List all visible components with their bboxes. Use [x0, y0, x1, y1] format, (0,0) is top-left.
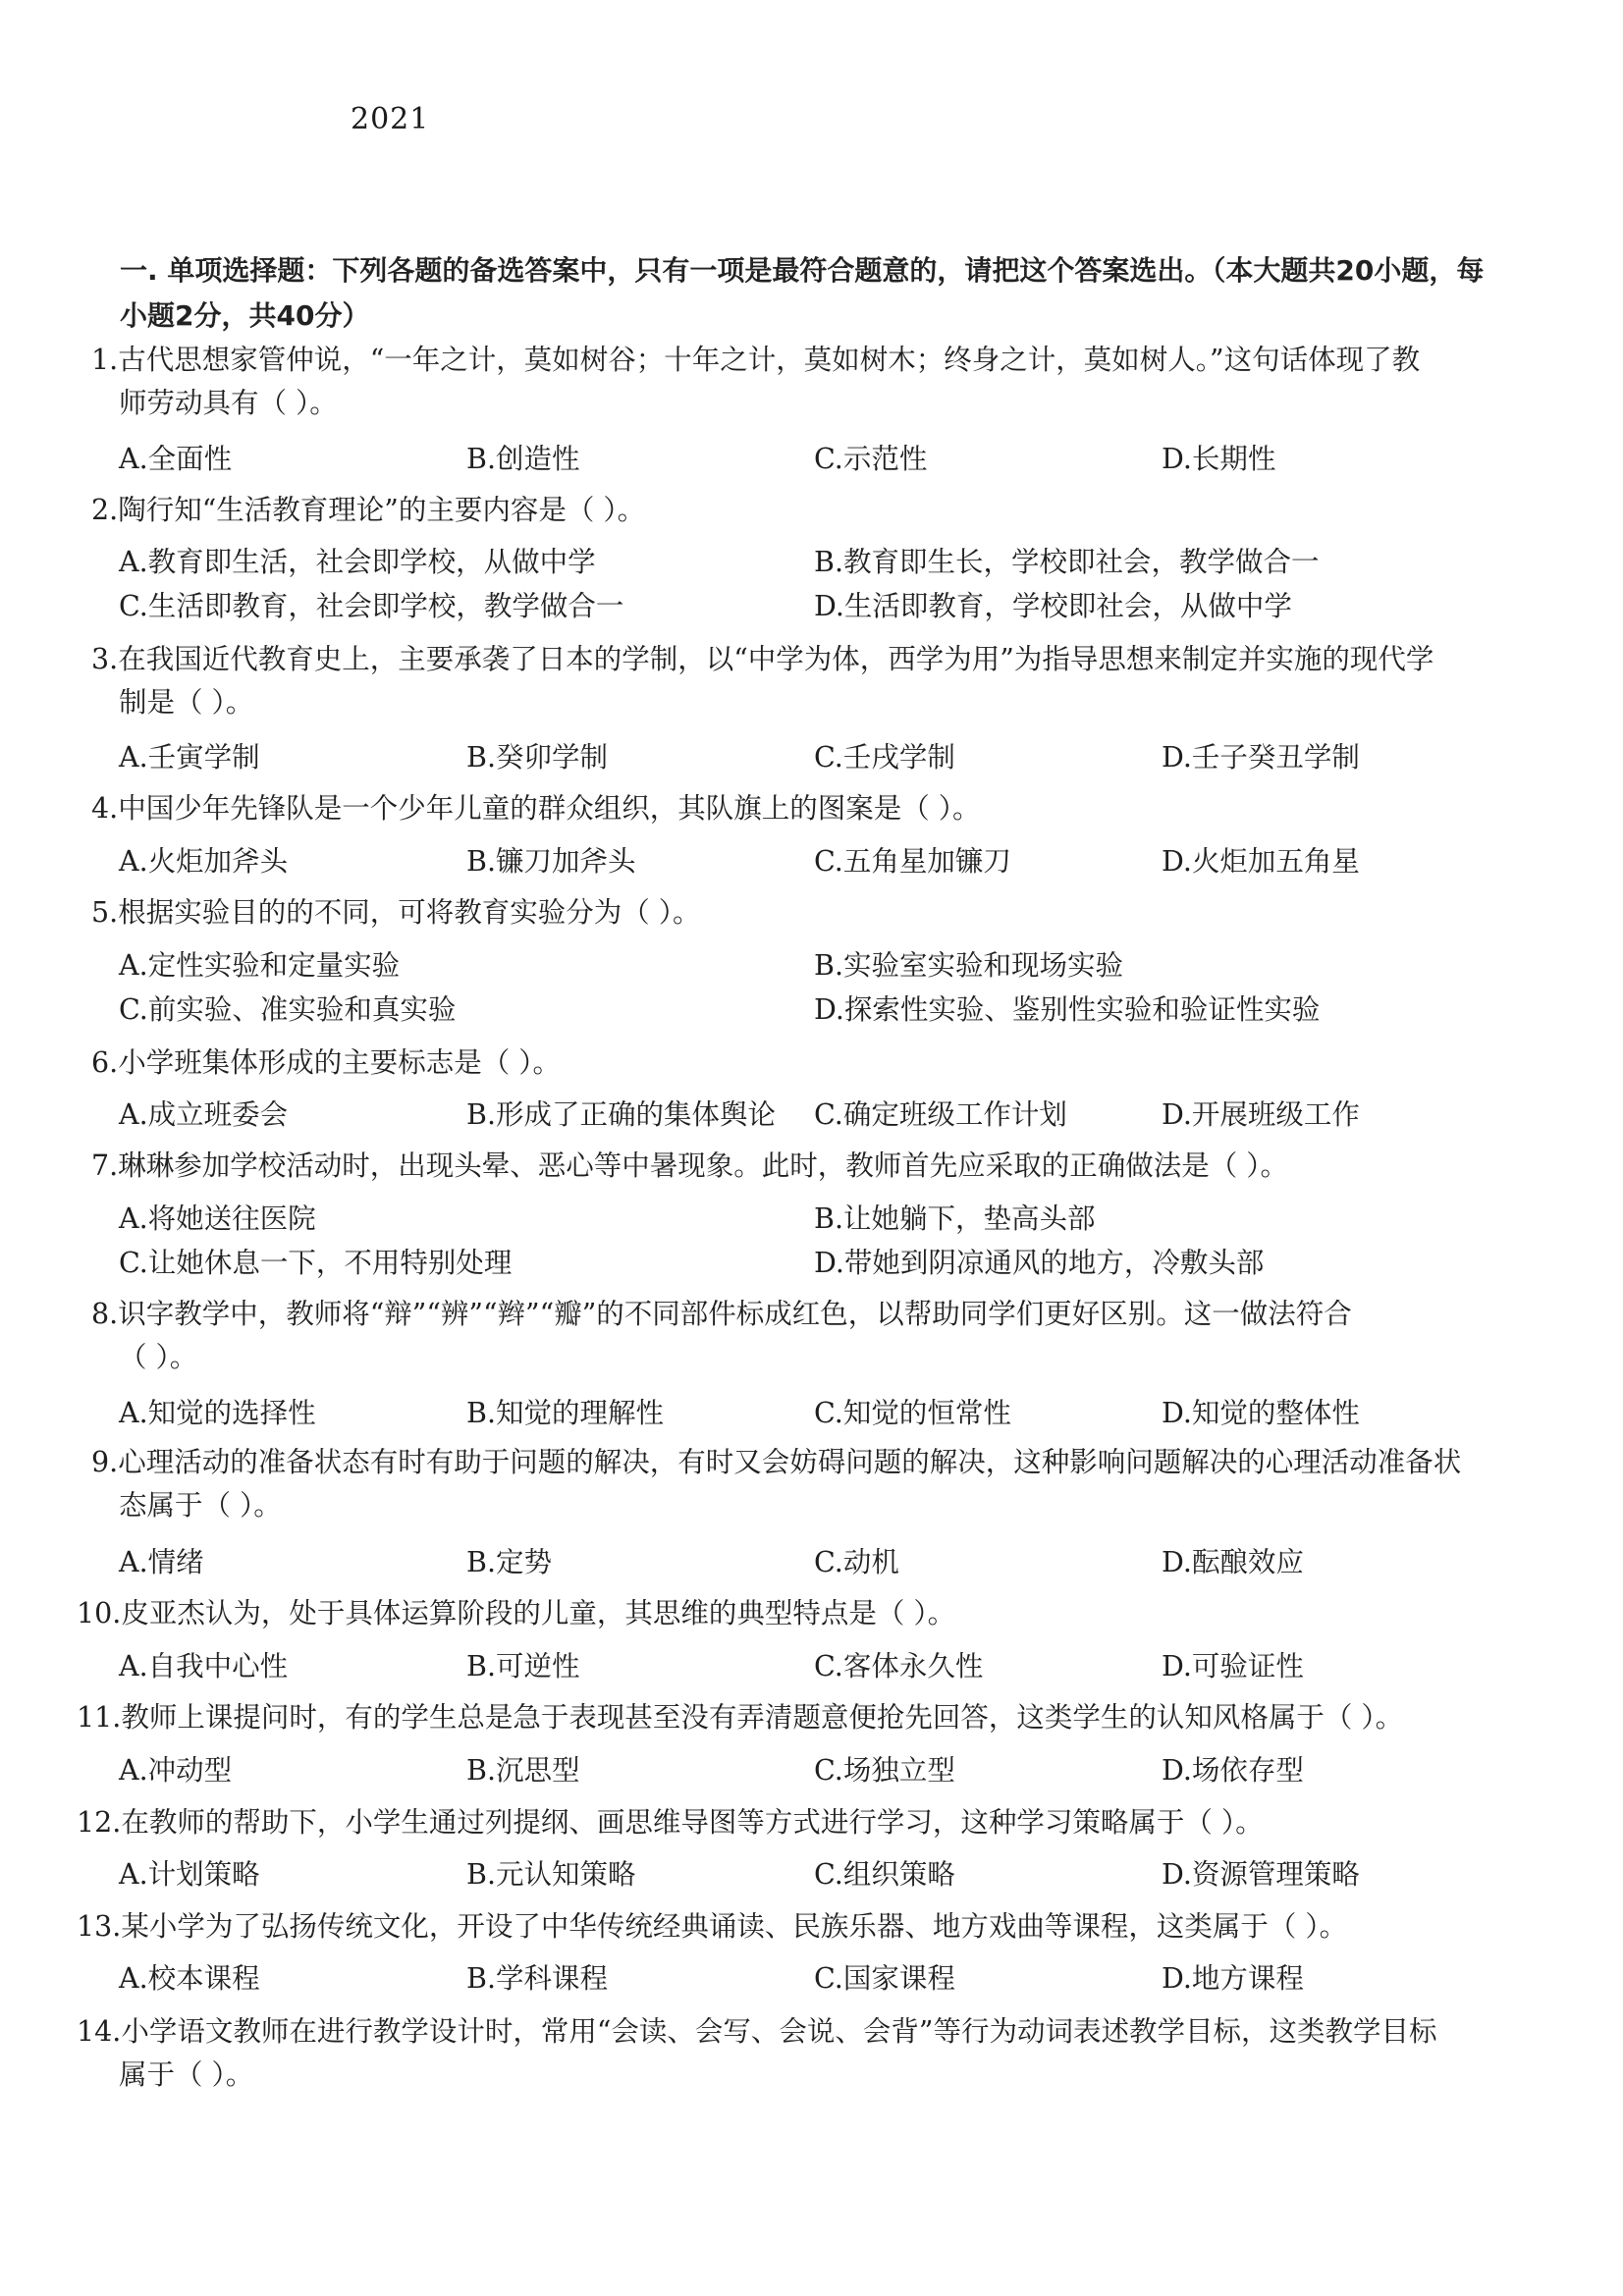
question-number: 2.: [91, 494, 119, 526]
option-b: B.创造性: [466, 443, 580, 475]
question-6: [91, 1041, 1505, 1085]
option-c: C.场独立型: [814, 1754, 955, 1787]
option-d: D.探索性实验、鉴别性实验和验证性实验: [814, 993, 1321, 1026]
question-number: 10.: [77, 1597, 122, 1629]
question-number: 4.: [91, 792, 119, 825]
question-stem-continued: 师劳动具有（ ）。: [119, 387, 338, 419]
question-3: [91, 638, 1505, 724]
option-b: B.学科课程: [466, 1962, 609, 1995]
question-number: 9.: [91, 1446, 119, 1478]
question-stem: 在我国近代教育史上，主要承袭了日本的学制，以“中学为体，西学为用”为指导思想来制定并实施的现代学: [118, 643, 1434, 675]
option-d: D.开展班级工作: [1162, 1098, 1360, 1131]
option-a: A.计划策略: [119, 1858, 260, 1891]
option-c: C.知觉的恒常性: [814, 1397, 1011, 1429]
question-stem: 心理活动的准备状态有时有助于问题的解决，有时又会妨碍问题的解决，这种影响问题解决的心理活动准备状: [118, 1446, 1462, 1478]
question-stem: 某小学为了弘扬传统文化，开设了中华传统经典诵读、民族乐器、地方戏曲等课程，这类属于（ ）。: [121, 1910, 1348, 1943]
option-b: B.沉思型: [466, 1754, 580, 1787]
question-number: 11.: [77, 1701, 122, 1734]
option-d: D.资源管理策略: [1162, 1858, 1360, 1891]
question-10: [77, 1592, 1490, 1635]
option-d: D.火炬加五角星: [1162, 845, 1360, 878]
option-d: D.知觉的整体性: [1162, 1397, 1360, 1429]
question-number: 6.: [91, 1046, 119, 1079]
question-number: 1.: [91, 344, 119, 376]
option-a: A.壬寅学制: [119, 741, 260, 774]
question-9: [91, 1441, 1505, 1527]
question-12: [77, 1801, 1490, 1844]
question-number: 5.: [91, 896, 119, 929]
option-c: C.国家课程: [814, 1962, 955, 1995]
option-b: B.定势: [466, 1546, 553, 1578]
question-stem-continued: 属于（ ）。: [119, 2058, 254, 2091]
question-number: 14.: [77, 2015, 122, 2048]
exam-year: 2021: [351, 102, 430, 136]
question-stem: 根据实验目的的不同，可将教育实验分为（ ）。: [118, 896, 701, 929]
option-c: C.壬戌学制: [814, 741, 955, 774]
question-stem: 教师上课提问时，有的学生总是急于表现甚至没有弄清题意便抢先回答，这类学生的认知风格属于（ ）。: [121, 1701, 1404, 1734]
option-d: D.可验证性: [1162, 1650, 1304, 1682]
option-a: A.情绪: [119, 1546, 204, 1578]
option-a: A.将她送往医院: [119, 1202, 316, 1235]
option-c: C.确定班级工作计划: [814, 1098, 1067, 1131]
question-stem-continued: 态属于（ ）。: [119, 1489, 282, 1522]
option-d: D.壬子癸丑学制: [1162, 741, 1360, 774]
question-11: [77, 1696, 1490, 1739]
question-stem: 皮亚杰认为，处于具体运算阶段的儿童，其思维的典型特点是（ ）。: [121, 1597, 956, 1629]
section-header: 一. 单项选择题：下列各题的备选答案中，只有一项是最符合题意的，请把这个答案选出。（本大题共20小题，每小题2分，共40分）: [120, 254, 1485, 332]
option-b: B.实验室实验和现场实验: [814, 949, 1124, 982]
question-7: [91, 1145, 1505, 1188]
option-c: C.动机: [814, 1546, 899, 1578]
option-c: C.前实验、准实验和真实验: [119, 993, 457, 1026]
option-c: C.生活即教育，社会即学校，教学做合一: [119, 590, 624, 622]
option-c: C.客体永久性: [814, 1650, 984, 1682]
option-d: D.带她到阴凉通风的地方，冷敷头部: [814, 1247, 1265, 1279]
question-stem-continued: 制是（ ）。: [119, 686, 254, 719]
question-number: 13.: [77, 1910, 122, 1943]
question-5: [91, 891, 1505, 934]
question-stem: 古代思想家管仲说，“一年之计，莫如树谷；十年之计，莫如树木；终身之计，莫如树人。”这句话体现了教: [118, 344, 1421, 376]
question-stem-continued: （ ）。: [119, 1341, 198, 1373]
question-stem: 小学语文教师在进行教学设计时，常用“会读、会写、会说、会背”等行为动词表述教学目标，这类教学目标: [121, 2015, 1437, 2048]
option-a: A.冲动型: [119, 1754, 233, 1787]
option-a: A.校本课程: [119, 1962, 260, 1995]
option-b: B.癸卯学制: [466, 741, 609, 774]
option-a: A.定性实验和定量实验: [119, 949, 401, 982]
option-b: B.教育即生长，学校即社会，教学做合一: [814, 546, 1320, 578]
option-a: A.成立班委会: [119, 1098, 289, 1131]
question-stem: 陶行知“生活教育理论”的主要内容是（ ）。: [118, 494, 646, 526]
question-1: [91, 339, 1505, 425]
option-c: C.让她休息一下，不用特别处理: [119, 1247, 513, 1279]
option-b: B.让她躺下，垫高头部: [814, 1202, 1096, 1235]
option-b: B.可逆性: [466, 1650, 580, 1682]
option-a: A.自我中心性: [119, 1650, 289, 1682]
option-a: A.全面性: [119, 443, 233, 475]
question-14: [77, 2010, 1490, 2097]
option-d: D.长期性: [1162, 443, 1276, 475]
option-b: B.形成了正确的集体舆论: [466, 1098, 777, 1131]
question-8: [91, 1293, 1505, 1379]
question-4: [91, 787, 1505, 830]
question-stem: 小学班集体形成的主要标志是（ ）。: [118, 1046, 562, 1079]
option-d: D.酝酿效应: [1162, 1546, 1304, 1578]
option-b: B.镰刀加斧头: [466, 845, 636, 878]
question-13: [77, 1905, 1490, 1949]
option-b: B.知觉的理解性: [466, 1397, 665, 1429]
option-c: C.组织策略: [814, 1858, 955, 1891]
option-a: A.教育即生活，社会即学校，从做中学: [119, 546, 596, 578]
question-number: 8.: [91, 1298, 119, 1330]
option-a: A.火炬加斧头: [119, 845, 289, 878]
question-number: 7.: [91, 1149, 119, 1182]
option-c: C.示范性: [814, 443, 928, 475]
option-b: B.元认知策略: [466, 1858, 636, 1891]
question-2: [91, 489, 1505, 532]
option-c: C.五角星加镰刀: [814, 845, 1011, 878]
question-stem: 琳琳参加学校活动时，出现头晕、恶心等中暑现象。此时，教师首先应采取的正确做法是（ ）。: [118, 1149, 1289, 1182]
question-number: 12.: [77, 1806, 122, 1839]
option-d: D.生活即教育，学校即社会，从做中学: [814, 590, 1292, 622]
question-stem: 识字教学中，教师将“辩”“辨”“辫”“瓣”的不同部件标成红色，以帮助同学们更好区别。这一做法符合: [118, 1298, 1352, 1330]
option-d: D.地方课程: [1162, 1962, 1304, 1995]
option-d: D.场依存型: [1162, 1754, 1304, 1787]
question-stem: 中国少年先锋队是一个少年儿童的群众组织，其队旗上的图案是（ ）。: [118, 792, 981, 825]
question-stem: 在教师的帮助下，小学生通过列提纲、画思维导图等方式进行学习，这种学习策略属于（ ）。: [121, 1806, 1264, 1839]
question-number: 3.: [91, 643, 119, 675]
option-a: A.知觉的选择性: [119, 1397, 316, 1429]
